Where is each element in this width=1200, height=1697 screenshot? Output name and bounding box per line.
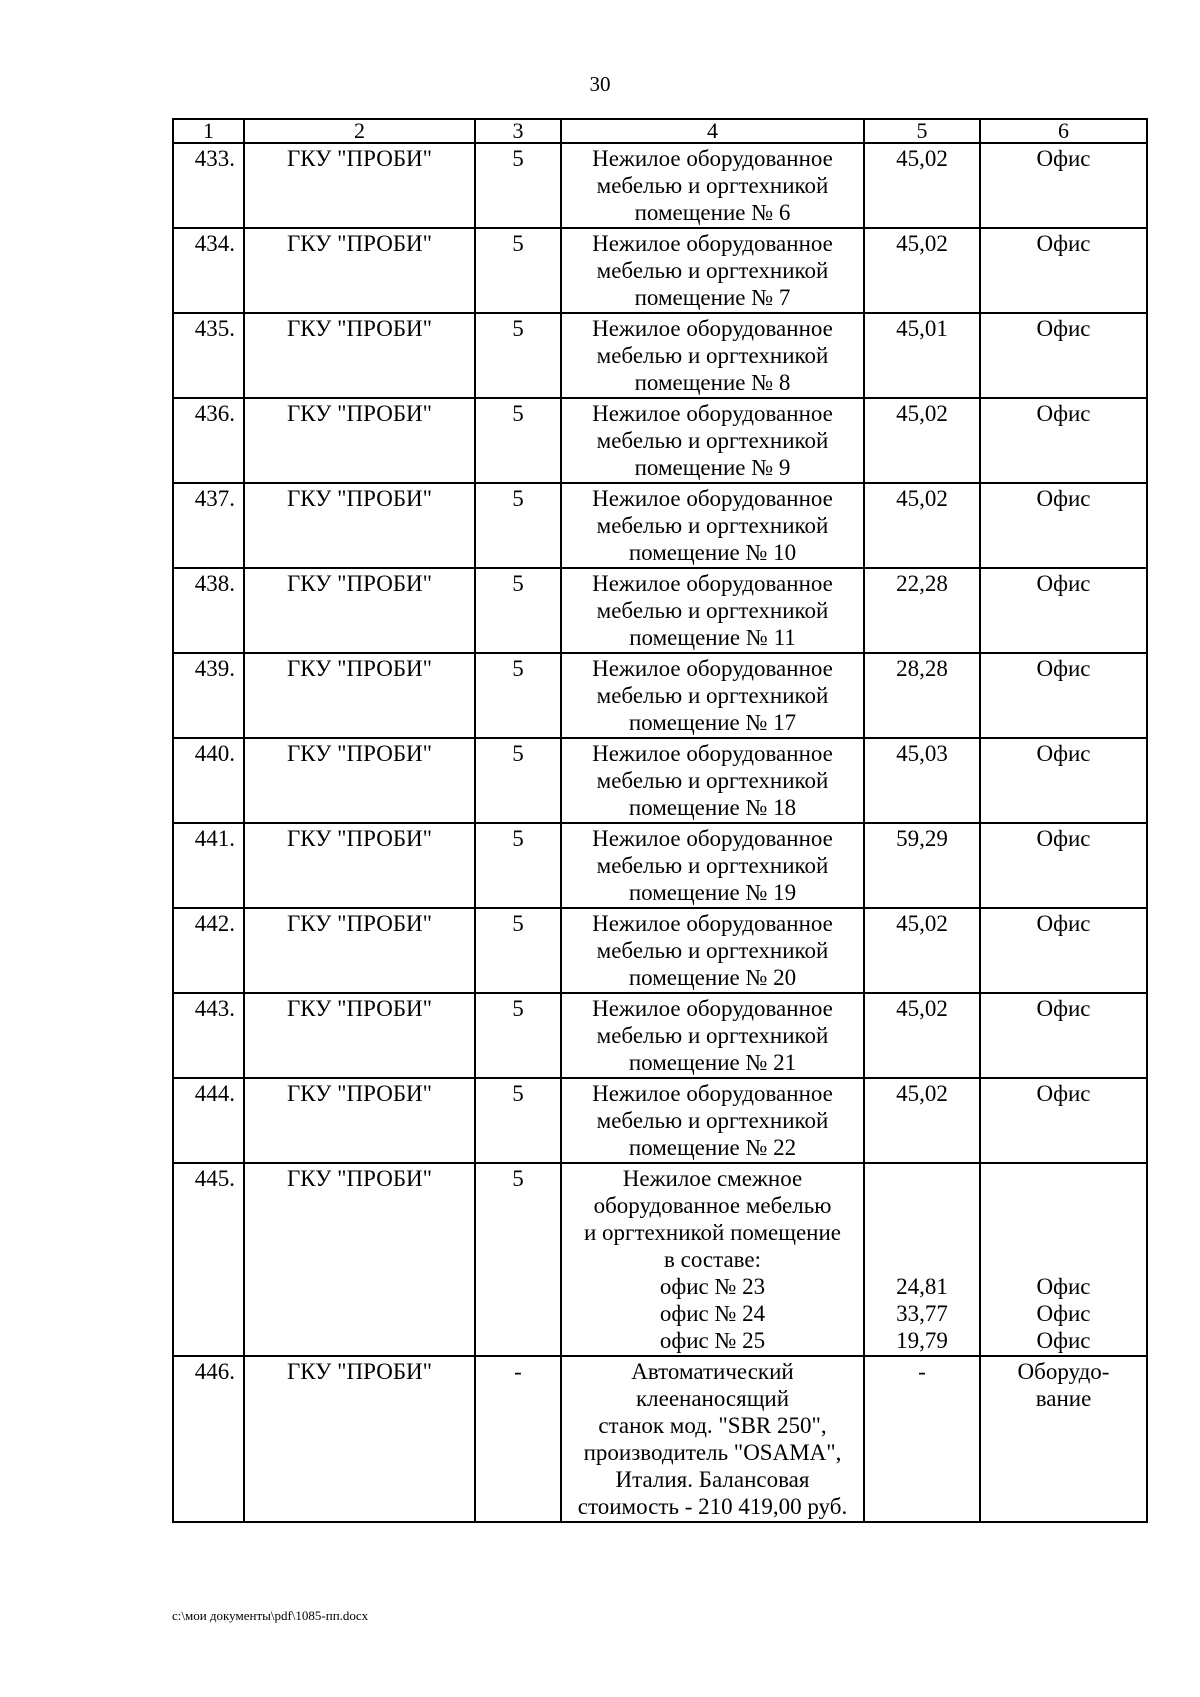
description-line: Италия. Балансовая: [615, 1467, 810, 1492]
table-row: [173, 738, 1147, 823]
purpose-line: Офис: [1036, 741, 1091, 766]
organization: ГКУ "ПРОБИ": [244, 823, 475, 908]
purpose-line: [983, 1192, 1144, 1219]
area-line: 19,79: [896, 1328, 948, 1353]
organization: ГКУ "ПРОБИ": [244, 398, 475, 483]
area-line: 45,02: [896, 1081, 948, 1106]
floor: 5: [475, 143, 561, 228]
description-line: и оргтехникой помещение: [583, 1220, 841, 1245]
description-line: станок мод. "SBR 250",: [598, 1413, 827, 1438]
description-line: помещение № 17: [628, 710, 797, 735]
description-line: Нежилое смежное: [622, 1166, 803, 1191]
purpose-line: [983, 1219, 1144, 1246]
description-line: помещение № 8: [634, 370, 791, 395]
description-line: Нежилое оборудованное: [592, 401, 833, 426]
description-line: офис № 25: [659, 1328, 766, 1353]
area: [864, 143, 980, 228]
description-line: в составе:: [664, 1247, 761, 1272]
purpose-line: Офис: [1036, 911, 1091, 936]
row-number: 443.: [173, 993, 244, 1078]
area-line: 28,28: [896, 656, 948, 681]
description: [561, 738, 864, 823]
description-line: мебелью и оргтехникой: [596, 1108, 829, 1133]
description-line: мебелью и оргтехникой: [596, 683, 829, 708]
purpose: [980, 738, 1147, 823]
table-row: [173, 1356, 1147, 1522]
purpose-line: Офис: [1036, 401, 1091, 426]
organization: ГКУ "ПРОБИ": [244, 993, 475, 1078]
purpose: [980, 228, 1147, 313]
description-line: Нежилое оборудованное: [592, 656, 833, 681]
description-line: производитель "OSAMA",: [583, 1440, 842, 1465]
description-line: Нежилое оборудованное: [592, 486, 833, 511]
description-line: клеенаносящий: [635, 1386, 790, 1411]
area: [864, 398, 980, 483]
area-line: [867, 1192, 977, 1219]
purpose: [980, 568, 1147, 653]
organization: ГКУ "ПРОБИ": [244, 908, 475, 993]
purpose: [980, 1356, 1147, 1522]
purpose-line: Офис: [1036, 1328, 1091, 1353]
table-header-row: [173, 119, 1147, 143]
row-number: 441.: [173, 823, 244, 908]
purpose-line: Оборудо-: [1017, 1359, 1110, 1384]
floor: 5: [475, 313, 561, 398]
area-line: 33,77: [896, 1301, 948, 1326]
table-row: [173, 228, 1147, 313]
floor: 5: [475, 483, 561, 568]
purpose: [980, 398, 1147, 483]
area-line: [867, 1219, 977, 1246]
floor: 5: [475, 1078, 561, 1163]
area-line: 45,02: [896, 996, 948, 1021]
description-line: офис № 24: [659, 1301, 766, 1326]
header-cell: 2: [244, 119, 475, 143]
description-line: Нежилое оборудованное: [592, 146, 833, 171]
area-line: 45,02: [896, 146, 948, 171]
purpose-line: Офис: [1036, 826, 1091, 851]
description: [561, 313, 864, 398]
area: [864, 908, 980, 993]
file-path-footer: c:\мои документы\pdf\1085-пп.docx: [172, 1608, 369, 1623]
row-number: 445.: [173, 1163, 244, 1356]
description: [561, 908, 864, 993]
table-row: [173, 1078, 1147, 1163]
purpose-line: Офис: [1036, 486, 1091, 511]
area-line: 45,02: [896, 911, 948, 936]
row-number: 438.: [173, 568, 244, 653]
description-line: мебелью и оргтехникой: [596, 258, 829, 283]
area-line: 59,29: [896, 826, 948, 851]
area-line: 45,01: [896, 316, 948, 341]
table-row: [173, 1163, 1147, 1356]
row-number: 439.: [173, 653, 244, 738]
table-row: [173, 568, 1147, 653]
floor: 5: [475, 653, 561, 738]
purpose: [980, 313, 1147, 398]
floor: 5: [475, 908, 561, 993]
description: [561, 143, 864, 228]
header-cell: 1: [173, 119, 244, 143]
header-cell: 6: [980, 119, 1147, 143]
description-line: мебелью и оргтехникой: [596, 768, 829, 793]
description-line: помещение № 19: [628, 880, 797, 905]
description-line: мебелью и оргтехникой: [596, 598, 829, 623]
description-line: помещение № 18: [628, 795, 797, 820]
organization: ГКУ "ПРОБИ": [244, 1163, 475, 1356]
header-cell: 5: [864, 119, 980, 143]
row-number: 437.: [173, 483, 244, 568]
area: [864, 1356, 980, 1522]
header-cell: 4: [561, 119, 864, 143]
row-number: 435.: [173, 313, 244, 398]
floor: 5: [475, 823, 561, 908]
description-line: мебелью и оргтехникой: [596, 853, 829, 878]
description: [561, 398, 864, 483]
organization: ГКУ "ПРОБИ": [244, 313, 475, 398]
description-line: помещение № 21: [628, 1050, 797, 1075]
area: [864, 823, 980, 908]
description-line: помещение № 20: [628, 965, 797, 990]
purpose-line: Офис: [1036, 571, 1091, 596]
area-line: [867, 1165, 977, 1192]
table-row: [173, 143, 1147, 228]
purpose-line: Офис: [1036, 1274, 1091, 1299]
area: [864, 228, 980, 313]
floor: 5: [475, 1163, 561, 1356]
description: [561, 1163, 864, 1356]
purpose-line: Офис: [1036, 231, 1091, 256]
description-line: помещение № 11: [629, 625, 796, 650]
floor: 5: [475, 398, 561, 483]
floor: 5: [475, 568, 561, 653]
purpose-line: Офис: [1036, 996, 1091, 1021]
area-line: 45,02: [896, 401, 948, 426]
purpose: [980, 1163, 1147, 1356]
purpose-line: Офис: [1036, 1301, 1091, 1326]
area: [864, 483, 980, 568]
purpose-line: вание: [1035, 1386, 1092, 1411]
organization: ГКУ "ПРОБИ": [244, 1356, 475, 1522]
description-line: Нежилое оборудованное: [592, 826, 833, 851]
row-number: 440.: [173, 738, 244, 823]
description-line: помещение № 22: [628, 1135, 797, 1160]
description: [561, 1356, 864, 1522]
description-line: мебелью и оргтехникой: [596, 938, 829, 963]
description: [561, 1078, 864, 1163]
row-number: 446.: [173, 1356, 244, 1522]
area: [864, 653, 980, 738]
area-line: 45,02: [896, 231, 948, 256]
description-line: мебелью и оргтехникой: [596, 343, 829, 368]
description-line: Нежилое оборудованное: [592, 1081, 833, 1106]
organization: ГКУ "ПРОБИ": [244, 738, 475, 823]
floor: 5: [475, 228, 561, 313]
area: [864, 568, 980, 653]
row-number: 433.: [173, 143, 244, 228]
description-line: Нежилое оборудованное: [592, 911, 833, 936]
purpose-line: [983, 1246, 1144, 1273]
property-table: [172, 118, 1148, 1523]
description-line: стоимость - 210 419,00 руб.: [577, 1494, 848, 1519]
description-line: помещение № 6: [634, 200, 791, 225]
purpose: [980, 653, 1147, 738]
row-number: 442.: [173, 908, 244, 993]
purpose: [980, 908, 1147, 993]
purpose-line: [983, 1165, 1144, 1192]
row-number: 444.: [173, 1078, 244, 1163]
area-line: [867, 1246, 977, 1273]
table-row: [173, 993, 1147, 1078]
floor: 5: [475, 993, 561, 1078]
table-row: [173, 908, 1147, 993]
purpose: [980, 143, 1147, 228]
description: [561, 228, 864, 313]
area: [864, 313, 980, 398]
description-line: оборудованное мебелью: [593, 1193, 832, 1218]
floor: -: [475, 1356, 561, 1522]
description: [561, 483, 864, 568]
description-line: мебелью и оргтехникой: [596, 1023, 829, 1048]
description: [561, 653, 864, 738]
purpose-line: Офис: [1036, 656, 1091, 681]
organization: ГКУ "ПРОБИ": [244, 143, 475, 228]
row-number: 436.: [173, 398, 244, 483]
purpose: [980, 483, 1147, 568]
description-line: помещение № 9: [634, 455, 791, 480]
description: [561, 993, 864, 1078]
purpose-line: Офис: [1036, 1081, 1091, 1106]
description-line: мебелью и оргтехникой: [596, 428, 829, 453]
organization: ГКУ "ПРОБИ": [244, 483, 475, 568]
table-body: [173, 119, 1147, 1522]
organization: ГКУ "ПРОБИ": [244, 568, 475, 653]
description: [561, 568, 864, 653]
description: [561, 823, 864, 908]
floor: 5: [475, 738, 561, 823]
area: [864, 1163, 980, 1356]
area-line: 45,02: [896, 486, 948, 511]
description-line: помещение № 10: [628, 540, 797, 565]
row-number: 434.: [173, 228, 244, 313]
table-row: [173, 398, 1147, 483]
table-row: [173, 823, 1147, 908]
area-line: 45,03: [896, 741, 948, 766]
organization: ГКУ "ПРОБИ": [244, 653, 475, 738]
description-line: помещение № 7: [634, 285, 791, 310]
description-line: офис № 23: [659, 1274, 766, 1299]
description-line: Нежилое оборудованное: [592, 231, 833, 256]
organization: ГКУ "ПРОБИ": [244, 1078, 475, 1163]
area-line: 24,81: [896, 1274, 948, 1299]
description-line: Нежилое оборудованное: [592, 741, 833, 766]
area-line: 22,28: [896, 571, 948, 596]
table-row: [173, 483, 1147, 568]
area-line: -: [918, 1359, 926, 1384]
description-line: Нежилое оборудованное: [592, 316, 833, 341]
page-number: 30: [589, 72, 611, 96]
purpose: [980, 993, 1147, 1078]
table-row: [173, 653, 1147, 738]
area: [864, 993, 980, 1078]
area: [864, 738, 980, 823]
header-cell: 3: [475, 119, 561, 143]
organization: ГКУ "ПРОБИ": [244, 228, 475, 313]
area: [864, 1078, 980, 1163]
table-row: [173, 313, 1147, 398]
purpose-line: Офис: [1036, 146, 1091, 171]
purpose-line: Офис: [1036, 316, 1091, 341]
description-line: Нежилое оборудованное: [592, 571, 833, 596]
description-line: Автоматический: [631, 1359, 794, 1384]
purpose: [980, 823, 1147, 908]
description-line: мебелью и оргтехникой: [596, 173, 829, 198]
description-line: мебелью и оргтехникой: [596, 513, 829, 538]
purpose: [980, 1078, 1147, 1163]
description-line: Нежилое оборудованное: [592, 996, 833, 1021]
